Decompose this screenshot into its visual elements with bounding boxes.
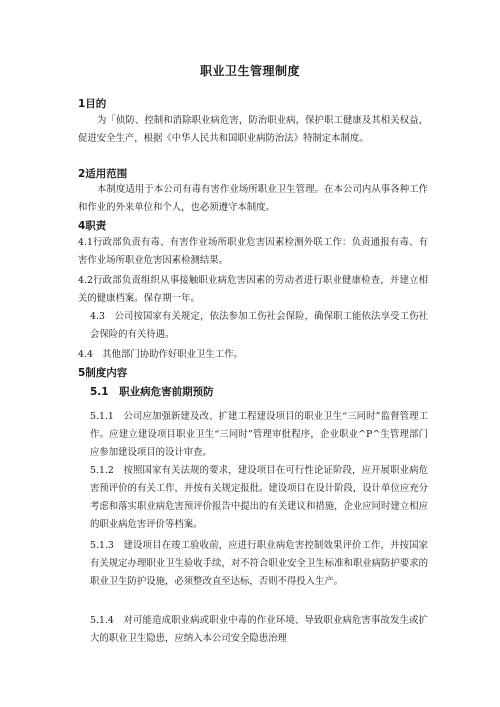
paragraph-4-1: 4.1行政部负责有毒、有害作业场所职业危害因素检测外联工作：负责通报有毒、有害作业场所职业危害因素检测结果。 (78, 237, 428, 266)
paragraph-4-3: 4.3 公司按国家有关规定，依法参加工伤社会保险，确保职工能依法享受工伤社会保险的有关待遇。 (90, 311, 428, 340)
subsection-heading-5-1: 5.1 职业病危害前期预防 (90, 386, 214, 398)
paragraph-5-1-3: 5.1.3 建设项目在竣工验收前，应进行职业病危害控制效果评价工作，并按国家有关规定办理职业卫生验收手续，对不符合职业安全卫生标准和职业病防护要求的职业卫生防护设施，必须整改直至达标，否则不得投入生产。 (90, 540, 428, 587)
paragraph-5-1-4: 5.1.4 对可能造成职业病或职业中毒的作业环境、导致职业病危害事故发生或扩大的职业卫生隐患，应纳入本公司安全隐患治理 (90, 615, 428, 644)
section-heading-purpose: 1目的 (78, 98, 107, 110)
section-heading-responsibilities: 4职责 (78, 220, 107, 232)
paragraph-scope: 本制度适用于本公司有毒有害作业场所职业卫生管理。在本公司内从事各种工作和作业的外来单位和个人，也必须遵守本制度。 (78, 184, 428, 213)
page-title: 职业卫生管理制度 (199, 64, 300, 78)
section-heading-content: 5制度内容 (78, 367, 128, 379)
paragraph-5-1-1: 5.1.1 公司应加强新建及改、扩建工程建设项目的职业卫生“三同时”监督管理工作。应建立建设项目职业卫生“三同时”管理审批程序，企业职业^P^生管理部门应参加建设项目的设计审查。 (90, 411, 428, 458)
paragraph-4-2: 4.2行政部负责组织从事接触职业病危害因素的劳动者进行职业健康检查，并建立相关的健康档案。保存期一年。 (78, 275, 428, 304)
section-heading-scope: 2适用范围 (78, 168, 128, 180)
paragraph-5-1-2: 5.1.2 按照国家有关法规的要求，建设项目在可行性论证阶段，应开展职业病危害预评价的有关工作，并按有关规定报批。建设项目在设计阶段，设计单位应充分考虑和落实职业病危害预评价报告中提出的有关建议和措施，企业应同时建立相应的职业病危害评价等档案。 (90, 465, 428, 530)
paragraph-4-4: 4.4 其他部门协助作好职业卫生工作。 (78, 349, 243, 360)
paragraph-purpose: 为「侦防、控制和消除职业病危害，防治职业病，保护职工健康及其相关权益，促进安全生产，根据《中华人民共和国职业病防治法》特制定本制度。 (78, 115, 428, 144)
